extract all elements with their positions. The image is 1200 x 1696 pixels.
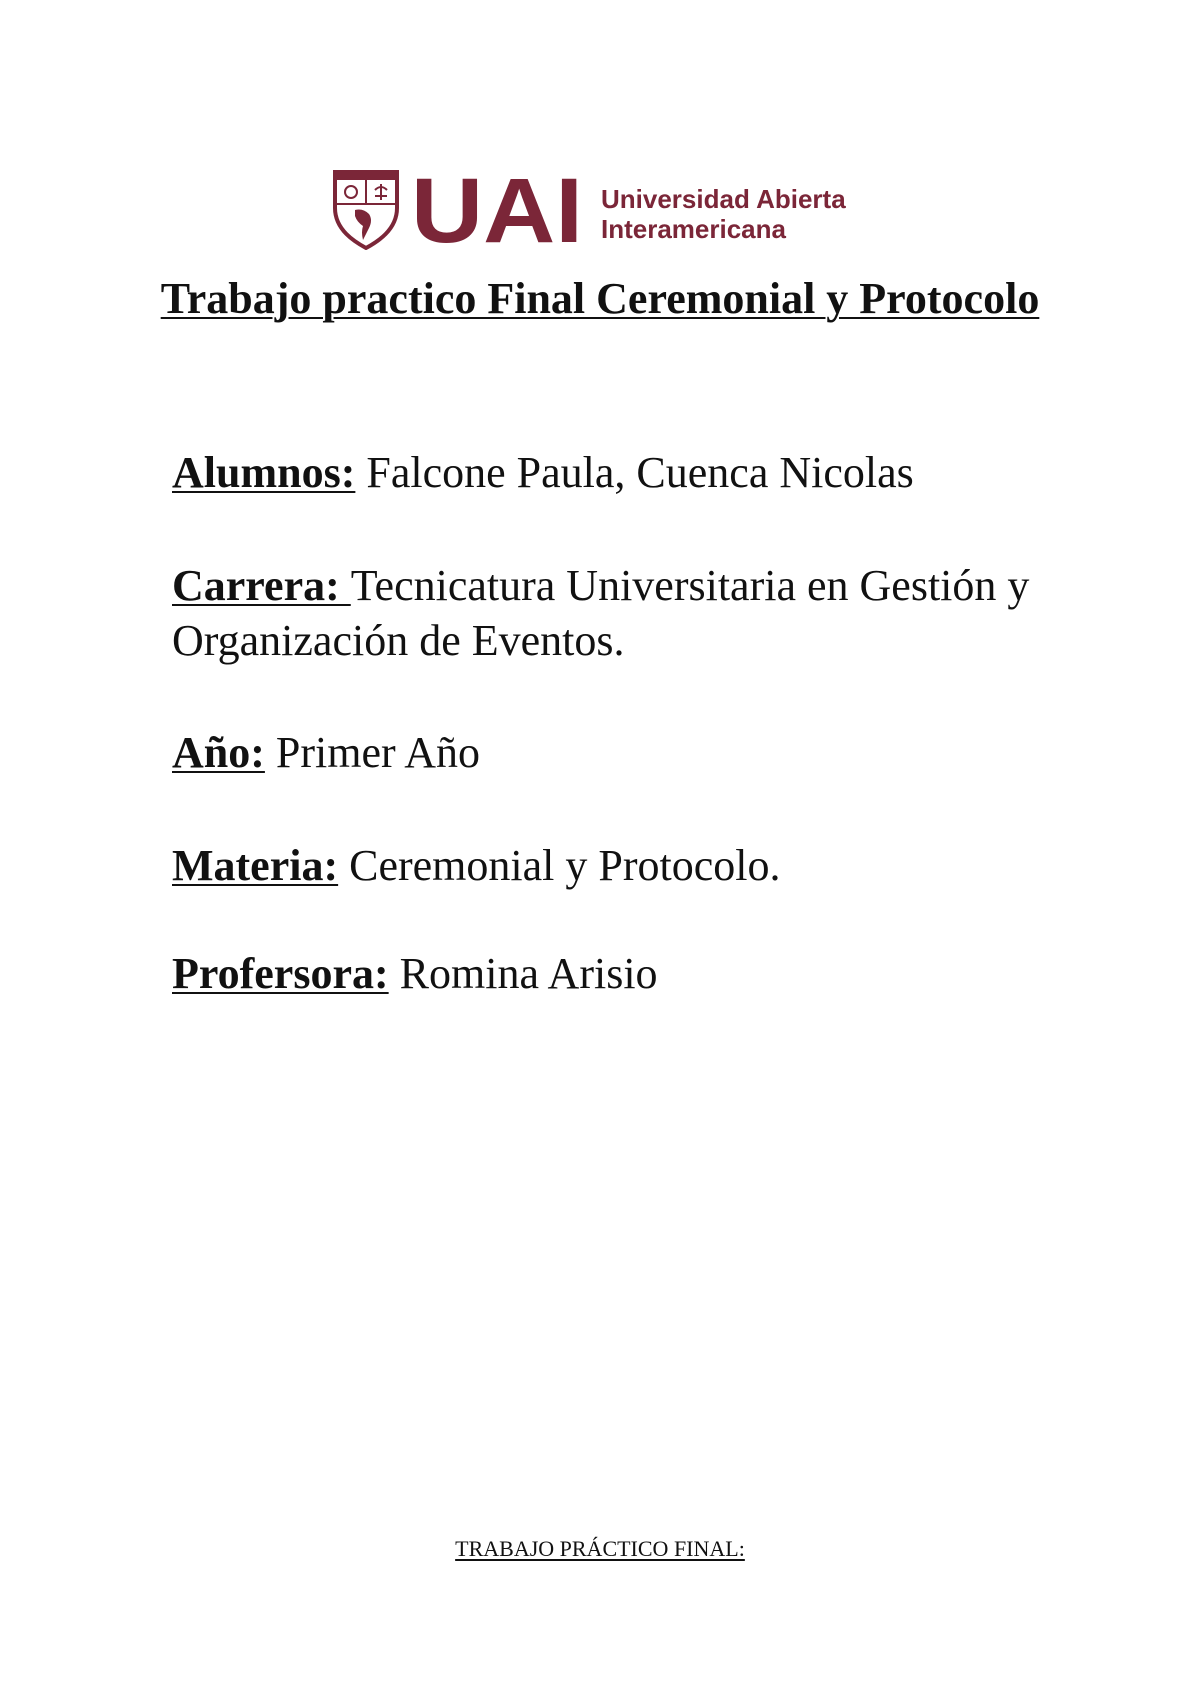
- field-materia-value: Ceremonial y Protocolo.: [349, 841, 781, 890]
- field-carrera-value: Tecnicatura Universitaria en Gestión y Organización de Eventos.: [172, 561, 1030, 665]
- logo-acronym: UAI: [411, 170, 583, 250]
- page-title: Trabajo practico Final Ceremonial y Protocolo: [160, 274, 1040, 323]
- field-alumnos: [172, 445, 1032, 500]
- field-materia: [172, 838, 1032, 893]
- shield-icon: [335, 172, 397, 248]
- field-anio-label: Año:: [172, 728, 265, 777]
- field-profesora: [172, 946, 1032, 1001]
- field-alumnos-value: Falcone Paula, Cuenca Nicolas: [366, 448, 914, 497]
- field-anio: [172, 725, 1032, 780]
- field-carrera-label: Carrera:: [172, 561, 351, 610]
- field-profesora-label: Profersora:: [172, 949, 389, 998]
- field-materia-label: Materia:: [172, 841, 339, 890]
- field-profesora-value: Romina Arisio: [399, 949, 658, 998]
- university-logo: [333, 170, 893, 250]
- footer-text: TRABAJO PRÁCTICO FINAL:: [455, 1536, 745, 1561]
- logo-name-line1: Universidad Abierta: [601, 184, 846, 214]
- field-anio-value: Primer Año: [275, 728, 481, 777]
- logo-name-line2: Interamericana: [601, 214, 786, 244]
- field-alumnos-label: Alumnos:: [172, 448, 356, 497]
- field-carrera: [172, 558, 1032, 668]
